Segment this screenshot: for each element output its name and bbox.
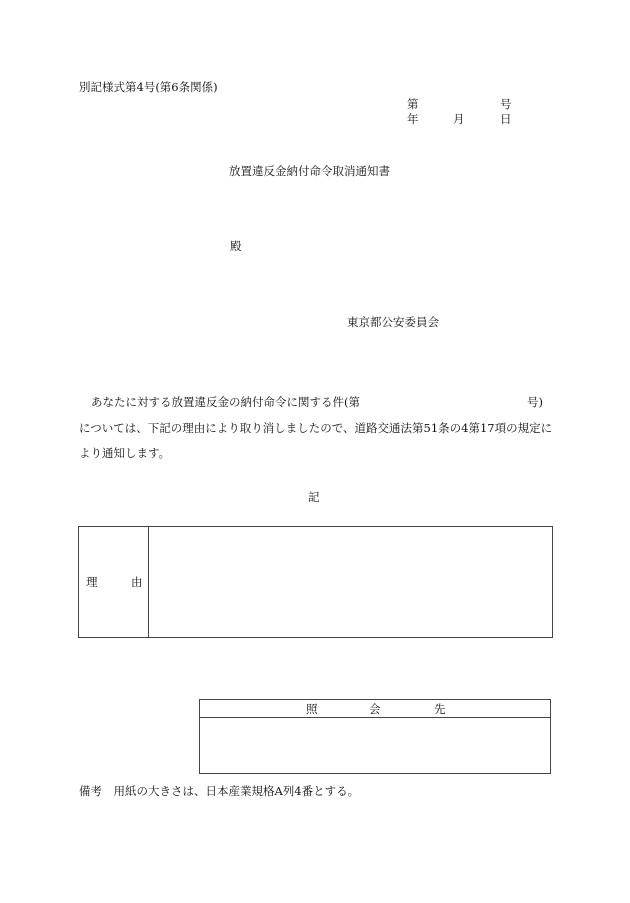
body-line-1-end: 号) — [527, 395, 543, 409]
note: 備考 用紙の大きさは、日本産業規格A列4番とする。 — [79, 784, 360, 798]
date-month: 月 — [453, 112, 465, 126]
reason-table — [78, 526, 553, 638]
body-line-3: より通知します。 — [79, 446, 171, 460]
ki-heading: 記 — [308, 490, 320, 504]
contact-header-1: 照 — [306, 702, 318, 716]
form-label: 別記様式第4号(第6条関係) — [79, 80, 218, 94]
contact-header-2: 会 — [369, 702, 381, 716]
addressee-suffix: 殿 — [230, 239, 242, 253]
number-dai: 第 — [407, 97, 419, 111]
date-day: 日 — [500, 112, 512, 126]
reason-table-divider — [148, 526, 149, 638]
date-year: 年 — [407, 112, 419, 126]
reason-label-ri: 理 — [86, 575, 98, 589]
contact-header-3: 先 — [434, 702, 446, 716]
contact-table-header-divider — [199, 717, 551, 718]
body-line-1-start: あなたに対する放置違反金の納付命令に関する件(第 — [91, 395, 360, 409]
number-go: 号 — [500, 97, 512, 111]
issuer: 東京都公安委員会 — [347, 315, 439, 329]
body-line-2: については、下記の理由により取り消しましたので、道路交通法第51条の4第17項の規定に — [79, 421, 553, 435]
document-title: 放置違反金納付命令取消通知書 — [229, 164, 390, 178]
reason-label-yu: 由 — [131, 575, 143, 589]
